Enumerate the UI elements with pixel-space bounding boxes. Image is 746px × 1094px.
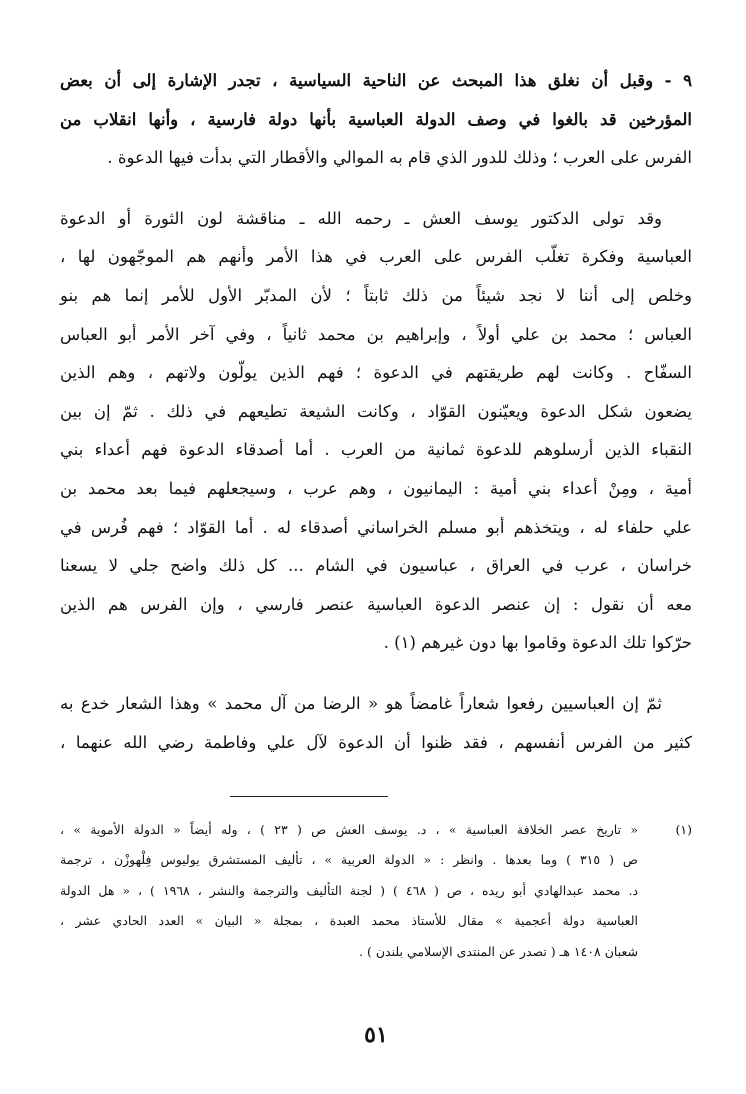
text-line: معه أن نقول : إن عنصر الدعوة العباسية عنصر فارسي ، وإن الفرس هم الذين xyxy=(60,594,692,614)
paragraph-gap xyxy=(60,663,692,685)
footnote-line xyxy=(60,815,692,845)
text-line: كثير من الفرس أنفسهم ، فقد ظنوا أن الدعوة لآل علي وفاطمة رضي الله عنهما ، xyxy=(60,732,692,752)
footnote xyxy=(60,815,692,967)
footnote-number: (١) xyxy=(675,822,692,837)
paragraph-slogan xyxy=(60,685,692,762)
footnote-line: شعبان ١٤٠٨ هـ ( تصدر عن المنتدى الإسلامي بلندن ) . xyxy=(359,943,638,959)
footnote-line: د. محمد عبدالهادي أبو ريده ، ص ( ٤٦٨ ) ( لجنة التأليف والترجمة والنشر ، ١٩٦٨ ) ، « هل الدولة xyxy=(60,882,639,898)
text-line: وخلص إلى أننا لا نجد شيئاً من ذلك ثابتاً ؛ لأن المدبّر الأول للأمر إنما هم بنو xyxy=(60,285,692,305)
paragraph-gap xyxy=(60,178,692,200)
footnote-line: العباسية دولة أعجمية » مقال للأستاذ محمد العبدة ، بمجلة « البيان » العدد الحادي عشر ، xyxy=(60,913,638,929)
page-number: ٥١ xyxy=(364,1022,388,1048)
text-line: العباس ؛ محمد بن علي أولاً ، وإبراهيم بن محمد ثانياً ، وفي آخر الأمر أبو العباس xyxy=(60,324,692,344)
text-line: وقد تولى الدكتور يوسف العش ـ رحمه الله ـ مناقشة لون الثورة أو الدعوة xyxy=(60,208,662,228)
text-line: ثمّ إن العباسيين رفعوا شعاراً غامضاً هو « الرضا من آل محمد » وهذا الشعار خدع به xyxy=(60,693,662,713)
text-line: السفّاح . وكانت لهم طريقتهم في الدعوة ؛ فهم الذين يولّون ولاتهم ، وهم الذين xyxy=(60,363,692,383)
text-line: الفرس على العرب ؛ وذلك للدور الذي قام به الموالي والأقطار التي بدأت فيها الدعوة . xyxy=(107,148,692,168)
text-line: ٩ - وقبل أن نغلق هذا المبحث عن الناحية السياسية ، تجدر الإشارة إلى أن بعض xyxy=(60,71,692,90)
text-line: يضعون شكل الدعوة ويعيّنون القوّاد ، وكانت الشيعة تطيعهم في ذلك . ثمّ إن بين xyxy=(60,401,692,421)
text-line: خراسان ، عرب في العراق ، عباسيون في الشام ... كل ذلك واضح جلي لا يسعنا xyxy=(60,556,692,576)
text-line: المؤرخين قد بالغوا في وصف الدولة العباسية بأنها دولة فارسية ، وأنها انقلاب من xyxy=(60,109,692,129)
footnote-line-text: « تاريخ عصر الخلافة العباسية » ، د. يوسف العش ص ( ٢٣ ) ، وله أيضاً « الدولة الأموية » ، xyxy=(60,822,638,837)
text-line: علي حلفاء له ، ويتخذهم أبو مسلم الخراساني أصدقاء له . أما القوّاد ؛ فهم فُرس في xyxy=(60,517,692,537)
footnote-divider xyxy=(230,796,388,797)
text-line: حرّكوا تلك الدعوة وقاموا بها دون غيرهم (١) . xyxy=(383,633,692,653)
paragraph-discussion xyxy=(60,200,692,663)
text-line: النقباء الذين أرسلوهم للدعوة ثمانية من العرب . أما أصدقاء الدعوة فهم أعداء بني xyxy=(60,440,692,460)
paragraph-section-9 xyxy=(60,62,692,178)
text-line: أمية ، ومِنْ أعداء بني أمية : اليمانيون ، وهم عرب ، وسيجعلهم فيما بعد محمد بن xyxy=(60,478,692,498)
book-page xyxy=(60,62,692,1072)
footnote-line: ص ( ٣١٥ ) وما بعدها . وانظر : « الدولة العربية » ، تأليف المستشرق يوليوس فِلْهوزْن ، ترجمة xyxy=(60,852,638,868)
text-line: العباسية وفكرة تغلّب الفرس على العرب في هذا الأمر وأنهم هم الموجّهون لها ، xyxy=(60,247,692,267)
